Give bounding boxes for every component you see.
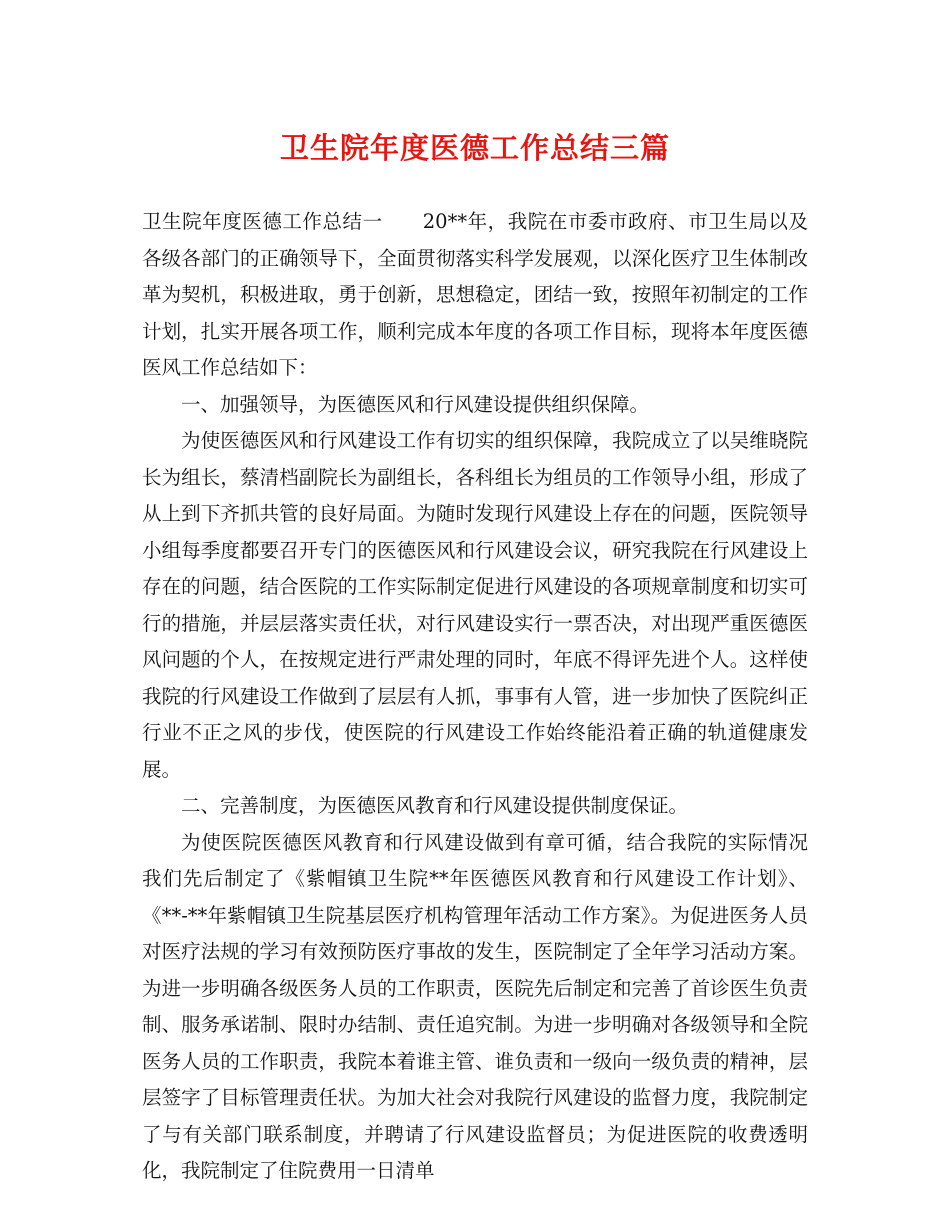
paragraph-section-2: 为使医院医德医风教育和行风建设做到有章可循，结合我院的实际情况 我们先后制定了《紫帽镇卫生院**年医德医风教育和行风建设工作计划》、《**-**年紫帽镇卫生院基层医疗机构管理年活动工作方案》。为促进医务人员对医疗法规的学习有效预防医疗事故的发生，医院制定了全年学习活动方案。为进一步明确各级医务人员的工作职责，医院先后制定和完善了首诊医生负责制、服务承诺制、限时办结制、责任追究制。为进一步明确对各级领导和全院医务人员的工作职责，我院本着谁主管、谁负责和一级向一级负责的精神，层层签字了目标管理责任状。为加大社会对我院行风建设的监督力度，我院制定了与有关部门联系制度，并聘请了行风建设监督员；为促进医院的收费透明化，我院制定了住院费用一日清单 xyxy=(142,830,808,1182)
document-body xyxy=(142,204,808,1190)
paragraph-intro: 卫生院年度医德工作总结一 20**年，我院在市委市政府、市卫生局以及各级各部门的正确领导下，全面贯彻落实科学发展观，以深化医疗卫生体制改革为契机，积极进取，勇于创新，思想稳定，团结一致，按照年初制定的工作计划，扎实开展各项工作，顺利完成本年度的各项工作目标，现将本年度医德医风工作总结如下： xyxy=(142,210,808,379)
document-title: 卫生院年度医德工作总结三篇 xyxy=(279,131,670,165)
paragraph-section-1: 为使医德医风和行风建设工作有切实的组织保障，我院成立了以吴维晓院长为组长，蔡清档副院长为副组长，各科组长为组员的工作领导小组，形成了从上到下齐抓共管的良好局面。为随时发现行风建设上存在的问题，医院领导小组每季度都要召开专门的医德医风和行风建设会议，研究我院在行风建设上存在的问题，结合医院的工作实际制定促进行风建设的各项规章制度和切实可行的措施，并层层落实责任状，对行风建设实行一票否决，对出现严重医德医风问题的个人，在按规定进行严肃处理的同时，年底不得评先进个人。这样使我院的行风建设工作做到了层层有人抓，事事有人管，进一步加快了医院纠正行业不正之风的步伐，使医院的行风建设工作始终能沿着正确的轨道健康发展。 xyxy=(142,429,808,781)
section-heading-1: 一、加强领导，为医德医风和行风建设提供组织保障。 xyxy=(181,392,650,416)
section-heading-2: 二、完善制度，为医德医风教育和行风建设提供制度保证。 xyxy=(181,794,689,817)
